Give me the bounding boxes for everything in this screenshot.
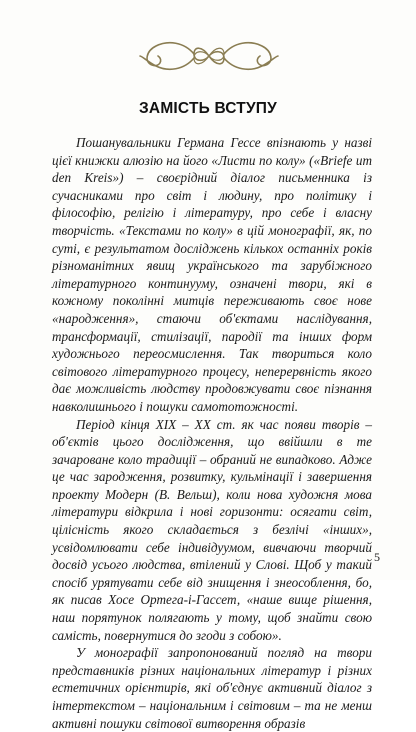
paragraph: Пошанувальники Германа Гессе впізнають у назві цієї книжки алюзію на його «Листи по колу» («Briefe um den Kreis») – своєрідний діалог письменника із сучасниками про світ і людину, про політику і філософію, релігію і літературу, про себе і власну творчість. «Текстами по колу» в цій монографії, як, по суті, є результатом досліджень кількох останніх років різноманітних явищ українського та зарубіжного літературного континууму, означені твори, які в кожному поколінні митців переживають своє нове «народження», стаючи об'єктами наслідування, трансформації, стилізації, пародії та інших форм художнього переосмислення. Так твориться коло світового літературного процесу, неперервність якого дає можливість людству продовжувати своє пізнання навколишнього і пошуки самототожності. [52, 135, 372, 414]
paragraph: Період кінця XIX – XX ст. як час появи творів – об'єктів цього дослідження, що ввійшли в те зачароване коло традиції – обраний не випадково. Адже це час зародження, розвитку, кульмінації і завершення проекту Модерн (В. Вельш), коли нова художня мова літератури відкрила і нові горизонти: осягати світ, цілісність якого складається з безлічі «інших», усвідомлювати себе індивідуумом, вивчаючи творчий досвід усього людства, втілений у Слові. Щоб у такий спосіб урятувати себе від знищення і знеособлення, бо, як писав Хосе Ортега-і-Гассет, «наше вище рішення, наш порятунок полягають у тому, щоб знайти свою самість, повернутися до згоди з собою». [52, 416, 372, 643]
section-heading: ЗАМІСТЬ ВСТУПУ [139, 100, 277, 117]
paragraph: У монографії запропонований погляд на твори представників різних національних літератур і різних естетичних орієнтирів, які об'єднує активний діалог з інтертекстом – національним і світовим – та не менш активні пошуки світової витворення образів [52, 645, 372, 731]
page-number: 5 [374, 550, 380, 564]
body-text [52, 134, 372, 732]
decorative-flourish-icon [138, 32, 280, 80]
